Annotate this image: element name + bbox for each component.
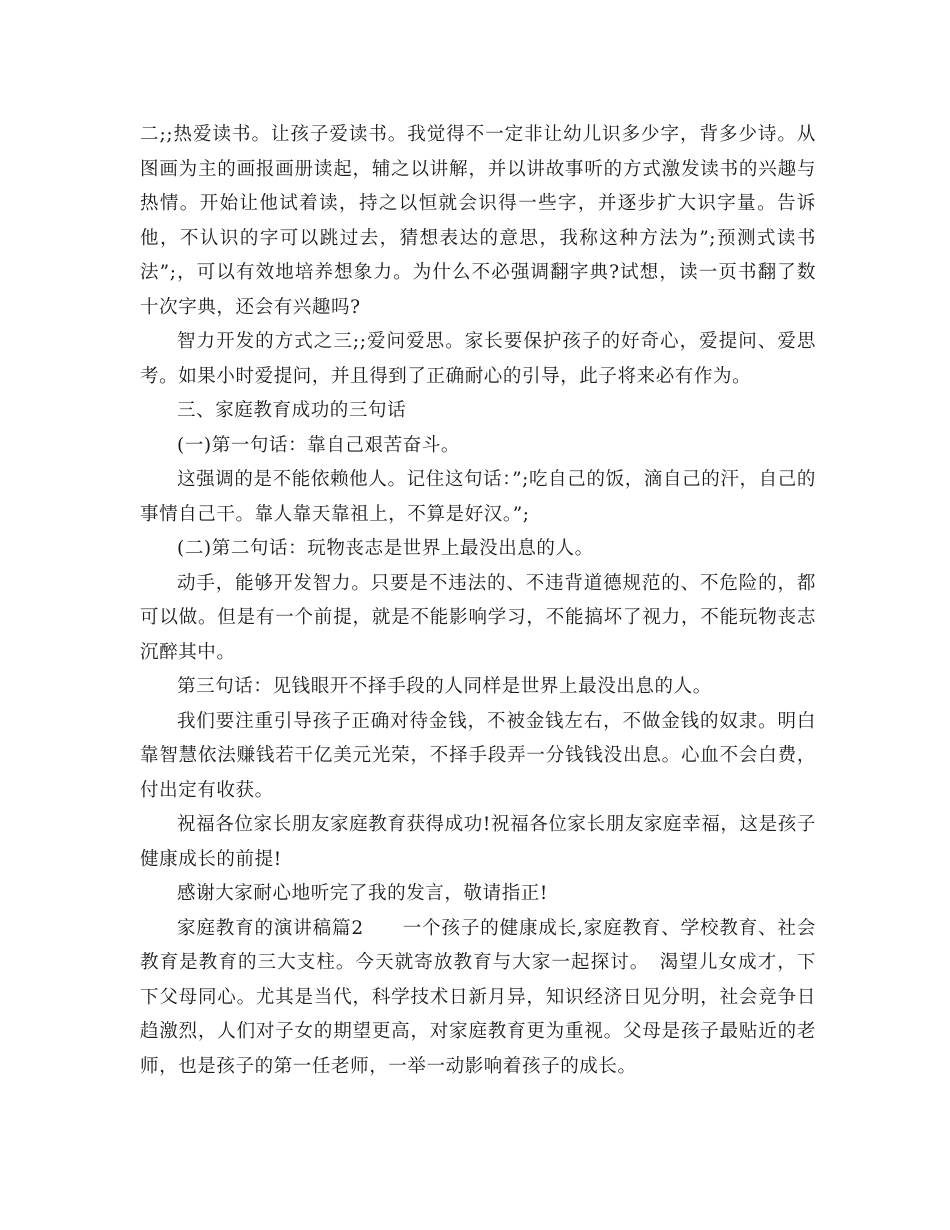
paragraph-1: 二;;热爱读书。让孩子爱读书。我觉得不一定非让幼儿识多少字，背多少诗。从图画为主的画报画册读起，辅之以讲解，并以讲故事听的方式激发读书的兴趣与热情。开始让他试着读，持之以恒就会识得一些字，并逐步扩大识字量。告诉他，不认识的字可以跳过去，猜想表达的意思，我称这种方法为”;预测式读书法”;，可以有效地培养想象力。为什么不必强调翻字典?试想，读一页书翻了数十次字典，还会有兴趣吗?	[140, 124, 816, 318]
document-body	[140, 118, 816, 1084]
paragraph-6: 祝福各位家长朋友家庭教育获得成功!祝福各位家长朋友家庭幸福，这是孩子健康成长的前提!	[140, 814, 816, 870]
paragraph-5: 我们要注重引导孩子正确对待金钱，不被金钱左右，不做金钱的奴隶。明白靠智慧依法赚钱若干亿美元光荣，不择手段弄一分钱钱没出息。心血不会白费，付出定有收获。	[140, 710, 816, 801]
paragraph-7: 感谢大家耐心地听完了我的发言，敬请指正!	[177, 883, 548, 904]
subheading-3: 第三句话：见钱眼开不择手段的人同样是世界上最没出息的人。	[177, 676, 712, 697]
paragraph-4: 动手，能够开发智力。只要是不违法的、不违背道德规范的、不危险的，都可以做。但是有一个前提，就是不能影响学习，不能搞坏了视力，不能玩物丧志沉醉其中。	[140, 572, 816, 663]
section-heading-3: 三、家庭教育成功的三句话	[177, 400, 407, 421]
paragraph-2: 智力开发的方式之三;;爱问爱思。家长要保护孩子的好奇心，爱提问、爱思考。如果小时爱提问，并且得到了正确耐心的引导，此子将来必有作为。	[140, 331, 816, 387]
paragraph-8: 家庭教育的演讲稿篇2 一个孩子的健康成长,家庭教育、学校教育、社会教育是教育的三大支柱。今天就寄放教育与大家一起探讨。 渴望儿女成才，下下父母同心。尤其是当代，科学技术日新月异，知识经济日见分明，社会竞争日趋激烈，人们对子女的期望更高，对家庭教育更为重视。父母是孩子最贴近的老师，也是孩子的第一任老师，一举一动影响着孩子的成长。	[140, 917, 816, 1077]
paragraph-3: 这强调的是不能依赖他人。记住这句话：”;吃自己的饭，滴自己的汗，自己的事情自己干。靠人靠天靠祖上，不算是好汉。”;	[140, 469, 816, 525]
subheading-2: (二)第二句话：玩物丧志是世界上最没出息的人。	[177, 538, 594, 559]
subheading-1: (一)第一句话：靠自己艰苦奋斗。	[177, 434, 461, 456]
